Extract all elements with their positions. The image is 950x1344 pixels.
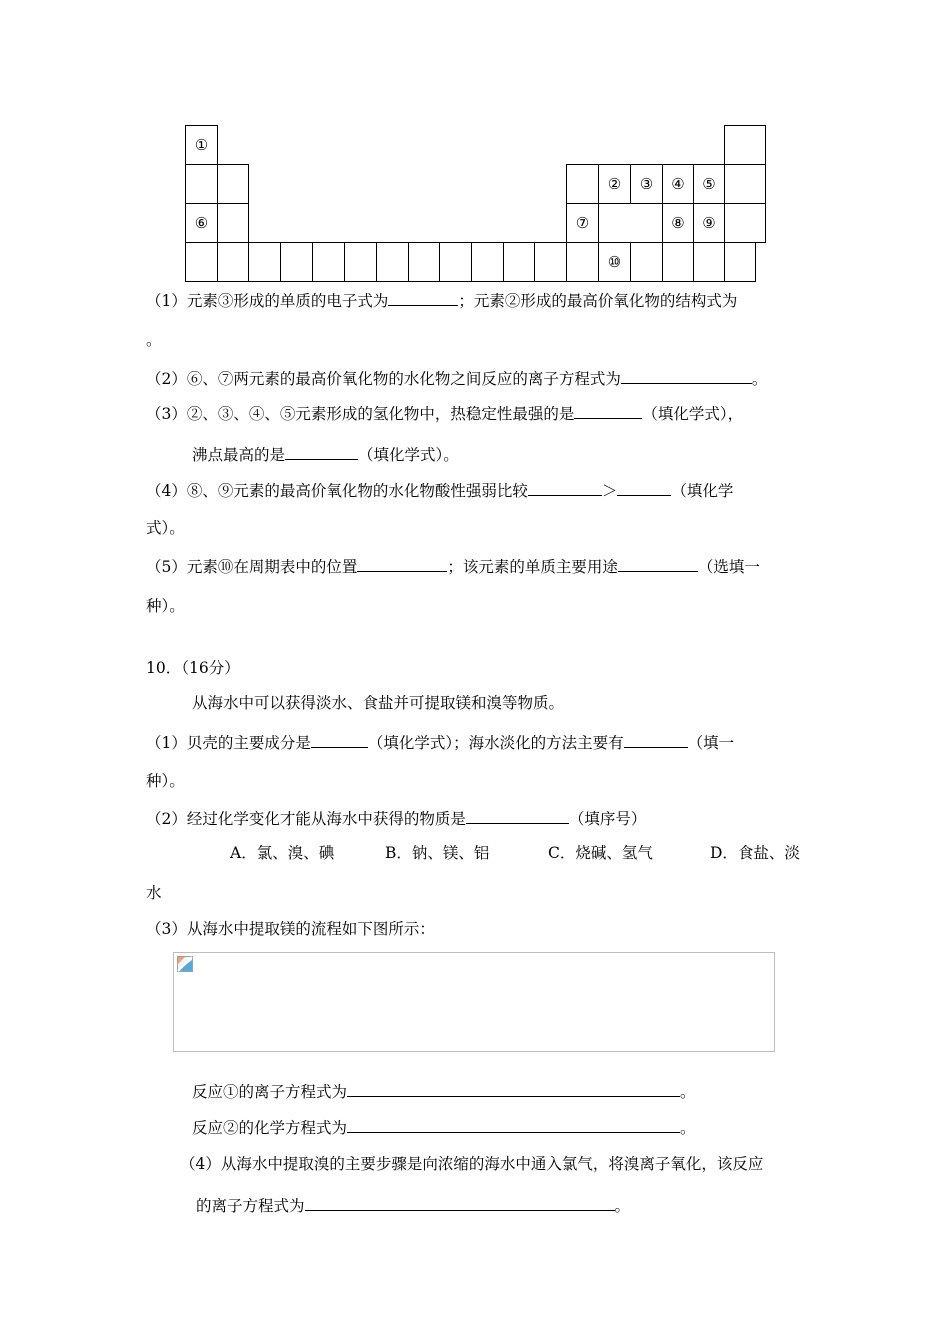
q9-part3-line2: 沸点最高的是 （填化学式）。 <box>192 442 459 466</box>
q9-p3-blank-b[interactable] <box>285 442 358 460</box>
q10-part2: （2）经过化学变化才能从海水中获得的物质是 （填序号） <box>146 806 646 830</box>
q10-r2-blank[interactable] <box>347 1115 680 1133</box>
pt-cell-r4-c4 <box>280 242 313 282</box>
pt-cell-r4-c6 <box>344 242 377 282</box>
pt-cell-r4-c9 <box>439 242 472 282</box>
q9-p1-blank-a[interactable] <box>388 288 458 306</box>
pt-cell-r4-c7 <box>376 242 409 282</box>
pt-cell-r4-c3 <box>248 242 281 282</box>
q9-p4-blank-a[interactable] <box>528 478 602 496</box>
q10-intro: 从海水中可以获得淡水、食盐并可提取镁和溴等物质。 <box>192 694 565 712</box>
pt-cell-r2-c18 <box>724 164 766 204</box>
pt-cell-r2-c16 <box>662 164 694 204</box>
q9-part1-line1: （1）元素③形成的单质的电子式为 ；元素②形成的最高价氧化物的结构式为 <box>146 288 737 312</box>
q9-p2-blank[interactable] <box>621 366 752 384</box>
mark-7: ⑦ <box>575 214 590 232</box>
pt-cell-r3-c1 <box>185 203 218 243</box>
broken-image-icon <box>177 956 193 972</box>
q10-header: 10．（16分） <box>146 659 240 677</box>
q10-option-d: D．食盐、淡 <box>710 844 800 862</box>
q9-p5-blank-a[interactable] <box>357 554 447 572</box>
q10-part3: （3）从海水中提取镁的流程如下图所示： <box>146 920 435 938</box>
q10-option-b: B．钠、镁、铝 <box>385 844 490 862</box>
pt-cell-r4-c10 <box>471 242 504 282</box>
q10-reaction1: 反应①的离子方程式为 。 <box>192 1079 696 1103</box>
q9-part5-line2: 种）。 <box>146 597 185 615</box>
q10-part4-line1: （4）从海水中提取溴的主要步骤是向浓缩的海水中通入氯气，将溴离子氧化，该反应 <box>180 1155 764 1173</box>
pt-cell-r3-c14-15 <box>598 203 663 243</box>
pt-cell-r4-c16 <box>662 242 694 282</box>
q9-part1-line2: 。 <box>146 331 162 349</box>
q10-part1-line1: （1）贝壳的主要成分是 （填化学式）；海水淡化的方法主要有 （填一 <box>146 730 734 754</box>
mark-10: ⑩ <box>607 253 622 271</box>
pt-cell-r2-c17 <box>693 164 725 204</box>
q10-p1-blank-a[interactable] <box>311 730 368 748</box>
pt-cell-r2-c13 <box>566 164 599 204</box>
q10-option-d-wrap: 水 <box>146 884 162 902</box>
mark-4: ④ <box>671 175 685 193</box>
pt-cell-r4-c11 <box>503 242 535 282</box>
q9-part5-line1: （5）元素⑩在周期表中的位置 ；该元素的单质主要用途 （选填一 <box>146 554 760 578</box>
pt-cell-r1-c18 <box>724 125 766 165</box>
pt-cell-r3-c2 <box>217 203 249 243</box>
mark-1: ① <box>194 136 209 154</box>
q9-p4-blank-b[interactable] <box>617 478 671 496</box>
mark-9: ⑨ <box>702 214 716 232</box>
pt-cell-r4-c2 <box>217 242 249 282</box>
q9-part2: （2）⑥、⑦两元素的最高价氧化物的水化物之间反应的离子方程式为 。 <box>146 366 767 390</box>
q10-p4-blank[interactable] <box>305 1193 615 1211</box>
pt-cell-r2-c14 <box>598 164 631 204</box>
mark-2: ② <box>607 175 622 193</box>
pt-cell-r4-c18 <box>724 242 756 282</box>
pt-cell-r2-c1 <box>185 164 218 204</box>
mark-8: ⑧ <box>671 214 685 232</box>
pt-cell-r4-c12 <box>534 242 567 282</box>
q10-p2-blank[interactable] <box>466 806 569 824</box>
mark-6: ⑥ <box>194 214 209 232</box>
pt-cell-r4-c15 <box>630 242 663 282</box>
q10-option-a: A．氯、溴、碘 <box>230 844 335 862</box>
pt-cell-r3-c16 <box>662 203 694 243</box>
pt-cell-r2-c15 <box>630 164 663 204</box>
q9-part4-line2: 式）。 <box>146 519 185 537</box>
pt-cell-r4-c8 <box>408 242 440 282</box>
pt-cell-r3-c13 <box>566 203 599 243</box>
q9-p5-blank-b[interactable] <box>618 554 698 572</box>
pt-cell-r4-c5 <box>312 242 345 282</box>
q10-reaction2: 反应②的化学方程式为 。 <box>192 1115 696 1139</box>
mark-5: ⑤ <box>702 175 716 193</box>
pt-cell-r2-c2 <box>217 164 249 204</box>
pt-cell-r3-c17 <box>693 203 725 243</box>
pt-cell-r4-c13 <box>566 242 599 282</box>
mark-3: ③ <box>639 175 654 193</box>
mg-extraction-flowchart-image <box>173 952 775 1052</box>
pt-cell-r1-c1 <box>185 125 218 165</box>
pt-cell-r4-c1 <box>185 242 218 282</box>
q10-part4-line2: 的离子方程式为 。 <box>196 1193 630 1217</box>
q10-r1-blank[interactable] <box>347 1079 680 1097</box>
q9-part3-line1: （3）②、③、④、⑤元素形成的氢化物中，热稳定性最强的是 （填化学式）， <box>146 401 743 425</box>
q9-part4-line1: （4）⑧、⑨元素的最高价氧化物的水化物酸性强弱比较 ＞ （填化学 <box>146 478 733 502</box>
pt-cell-r4-c14 <box>598 242 631 282</box>
pt-cell-r3-c18 <box>724 203 766 243</box>
q10-part1-line2: 种）。 <box>146 772 185 790</box>
q9-p3-blank-a[interactable] <box>574 401 642 419</box>
q10-option-c: C．烧碱、氢气 <box>548 844 653 862</box>
pt-cell-r4-c17 <box>693 242 725 282</box>
q10-p1-blank-b[interactable] <box>624 730 688 748</box>
